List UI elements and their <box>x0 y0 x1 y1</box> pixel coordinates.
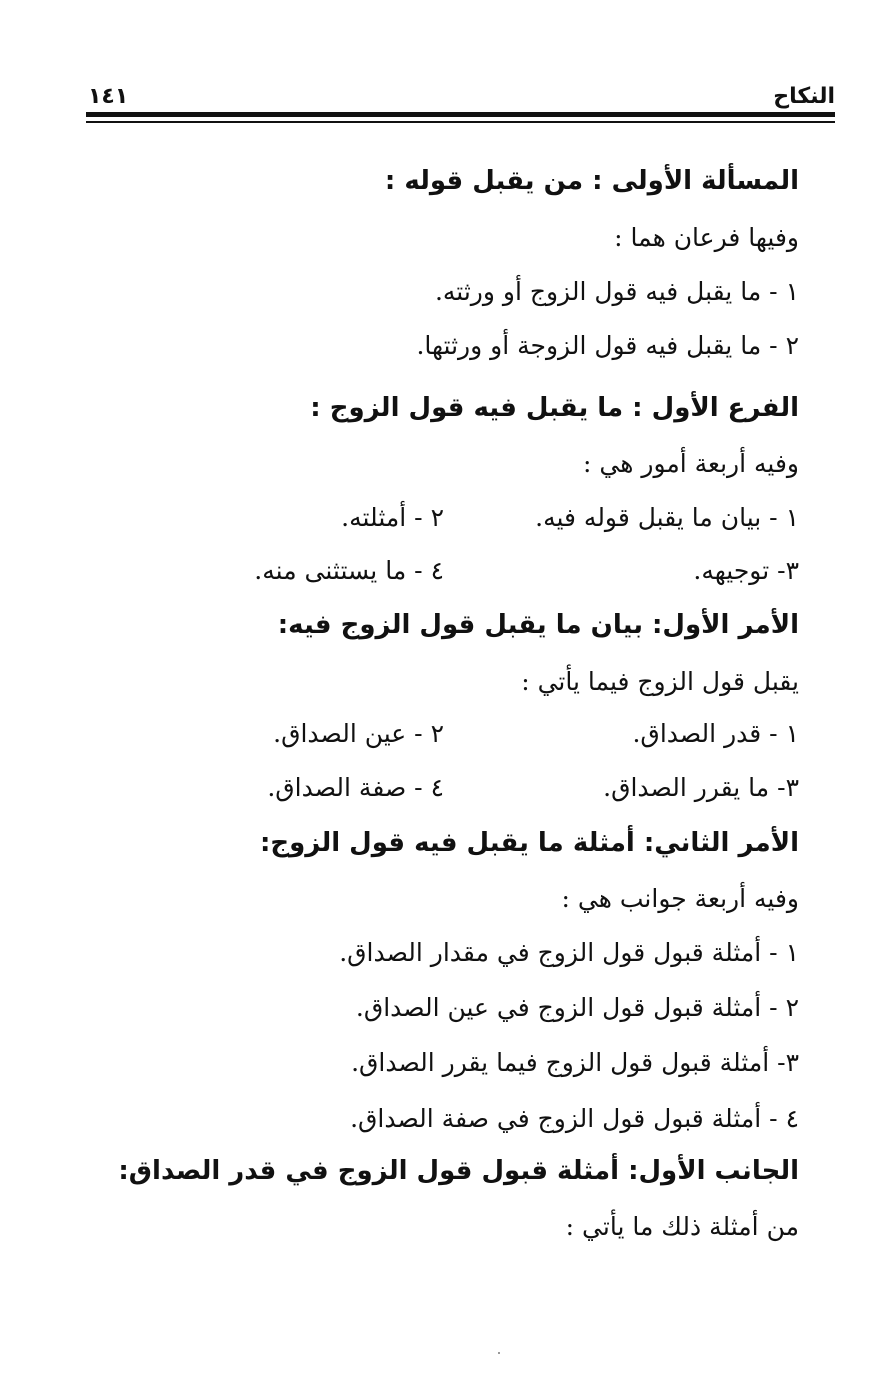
paragraph-line: من أمثلة ذلك ما يأتي : <box>565 1212 799 1241</box>
paragraph-line: وفيه أربعة جوانب هي : <box>561 884 799 913</box>
list-item: ٣- ما يقرر الصداق. <box>603 773 799 802</box>
list-item: ١ - قدر الصداق. <box>632 719 799 748</box>
header-rule-thick <box>86 112 835 117</box>
paragraph-line: وفيه أربعة أمور هي : <box>583 449 799 478</box>
page-header <box>86 84 835 110</box>
heading-second-matter: الأمر الثاني: أمثلة ما يقبل فيه قول الزوج: <box>259 828 799 858</box>
heading-first-branch: الفرع الأول : ما يقبل فيه قول الزوج : <box>310 393 799 423</box>
chapter-title: النكاح <box>773 84 835 109</box>
scan-speck <box>498 1352 500 1354</box>
list-item: ٤ - ما يستثنى منه. <box>254 556 444 585</box>
list-item: ٤ - أمثلة قبول قول الزوج في صفة الصداق. <box>350 1104 799 1133</box>
page-number: ١٤١ <box>88 84 129 109</box>
heading-first-issue: المسألة الأولى : من يقبل قوله : <box>384 166 799 196</box>
list-item: ٢ - عين الصداق. <box>273 719 444 748</box>
heading-first-aspect: الجانب الأول: أمثلة قبول قول الزوج في قدر الصداق: <box>118 1156 799 1186</box>
list-item: ٣- أمثلة قبول قول الزوج فيما يقرر الصداق. <box>351 1048 799 1077</box>
heading-first-matter: الأمر الأول: بيان ما يقبل قول الزوج فيه: <box>277 610 799 640</box>
list-item: ١ - بيان ما يقبل قوله فيه. <box>535 503 799 532</box>
list-item: ٤ - صفة الصداق. <box>267 773 444 802</box>
list-item: ٣- توجيهه. <box>693 556 799 585</box>
list-item: ٢ - ما يقبل فيه قول الزوجة أو ورثتها. <box>416 331 799 360</box>
paragraph-line: يقبل قول الزوج فيما يأتي : <box>521 667 799 696</box>
paragraph-line: وفيها فرعان هما : <box>614 223 799 252</box>
header-rule-thin <box>86 121 835 123</box>
list-item: ٢ - أمثلته. <box>341 503 444 532</box>
list-item: ٢ - أمثلة قبول قول الزوج في عين الصداق. <box>355 993 799 1022</box>
list-item: ١ - ما يقبل فيه قول الزوج أو ورثته. <box>434 277 799 306</box>
list-item: ١ - أمثلة قبول قول الزوج في مقدار الصداق. <box>339 938 799 967</box>
